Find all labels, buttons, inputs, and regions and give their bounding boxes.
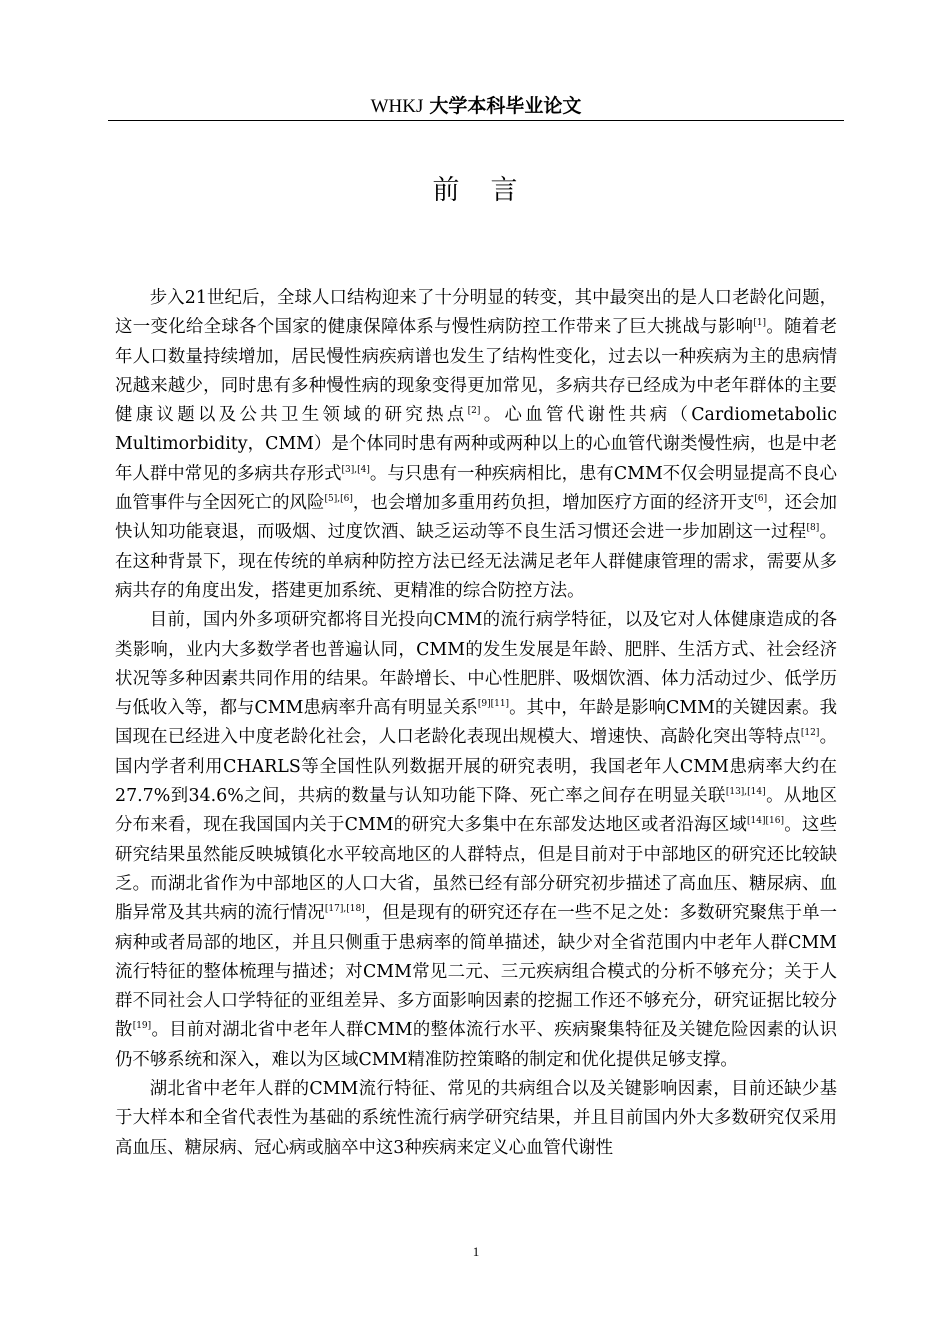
text-run: 。心血管代谢性共病（Cardiometabolic Multimorbidity，CMM）是个体同时患有两种或两种以上的心血管代谢类慢性病，也是中老年人群中常见的多病共存形式 [115,405,837,484]
citation: [17],[18] [324,904,365,915]
text-run: 。国内学者利用CHARLS等全国性队列数据开展的研究表明，我国老年人CMM患病率大约在27.7%到34.6%之间，共病的数量与认知功能下降、死亡率之间存在明显关联 [115,727,837,807]
text-run: 。这些研究结果虽然能反映城镇化水平较高地区的人群特点，但是目前对于中部地区的研究还比较缺乏。而湖北省作为中部地区的人口大省，虽然已经有部分研究初步描述了高血压、糖尿病、血脂异常及其共病的流行情况 [115,815,837,924]
paragraph-1 [115,284,837,606]
text-run: 。其中，年龄是影响CMM的关键因素。我国现在已经进入中度老龄化社会，人口老龄化表现出规模大、增速快、高龄化突出等特点 [115,698,838,748]
text-run: ，也会增加多重用药负担，增加医疗方面的经济开支 [352,493,755,514]
text-run: 。目前对湖北省中老年人群CMM的整体流行水平、疾病聚集特征及关键危险因素的认识仍不够系统和深入，难以为区域CMM精准防控策略的制定和优化提供足够支撑。 [115,1020,837,1070]
paragraph-2 [115,606,837,1075]
citation: [8] [806,523,820,534]
page-number: 1 [472,1244,480,1259]
running-header [108,92,844,121]
header-title: 大学本科毕业论文 [429,95,582,117]
text-run: 。从地区分布来看，现在我国国内关于CMM的研究大多集中在东部发达地区或者沿海区域 [115,786,837,836]
citation: [14][16] [747,816,784,827]
citation: [5],[6] [324,494,353,505]
citation: [13],[14] [725,787,766,798]
text-run: ，还会加快认知功能衰退，而吸烟、过度饮酒、缺乏运动等不良生活习惯还会进一步加剧这一过程 [115,493,837,543]
body-text [115,284,837,1163]
text-run: 。在这种背景下，现在传统的单病种防控方法已经无法满足老年人群健康管理的需求，需要从多病共存的角度出发，搭建更加系统、更精准的综合防控方法。 [115,522,837,601]
header-code: WHKJ [370,96,424,117]
citation: [9][11] [477,699,510,710]
citation: [6] [754,494,768,505]
citation: [2] [467,406,481,417]
header-rule [108,120,844,121]
text-run: 。与只患有一种疾病相比，患有CMM不仅会明显提高不良心血管事件与全因死亡的风险 [115,463,837,514]
citation: [12] [800,728,820,739]
text-run: 目前，国内外多项研究都将目光投向CMM的流行病学特征，以及它对人体健康造成的各类影响，业内大多数学者也普遍认同，CMM的发生发展是年龄、肥胖、生活方式、社会经济状况等多种因素共同作用的结果。年龄增长、中心性肥胖、吸烟饮酒、体力活动过少、低学历与低收入等，都与CMM患病率升高有明显关系 [115,610,837,719]
text-run: 步入21世纪后，全球人口结构迎来了十分明显的转变，其中最突出的是人口老龄化问题，这一变化给全球各个国家的健康保障体系与慢性病防控工作带来了巨大挑战与影响 [115,288,837,338]
paragraph-3 [115,1075,837,1163]
text-run: 。随着老年人口数量持续增加，居民慢性病疾病谱也发生了结构性变化，过去以一种疾病为主的患病情况越来越少，同时患有多种慢性病的现象变得更加常见，多病共存已经成为中老年群体的主要健康议题以及公共卫生领域的研究热点 [115,317,837,426]
citation: [3],[4] [341,464,370,475]
text-run: ，但是现有的研究还存在一些不足之处：多数研究聚焦于单一病种或者局部的地区，并且只侧重于患病率的简单描述，缺少对全省范围内中老年人群CMM流行特征的整体梳理与描述；对CMM常见二元、三元疾病组合模式的分析不够充分；关于人群不同社会人口学特征的亚组差异、多方面影响因素的挖掘工作还不够充分，研究证据比较分散 [115,903,837,1041]
citation: [19] [132,1021,152,1032]
text-run: 湖北省中老年人群的CMM流行特征、常见的共病组合以及关键影响因素，目前还缺少基于大样本和全省代表性为基础的系统性流行病学研究结果，并且目前国内外大多数研究仅采用高血压、糖尿病、冠心病或脑卒中这3种疾病来定义心血管代谢性 [115,1079,837,1158]
citation: [1] [753,318,767,329]
section-title: 前 言 [432,175,520,206]
